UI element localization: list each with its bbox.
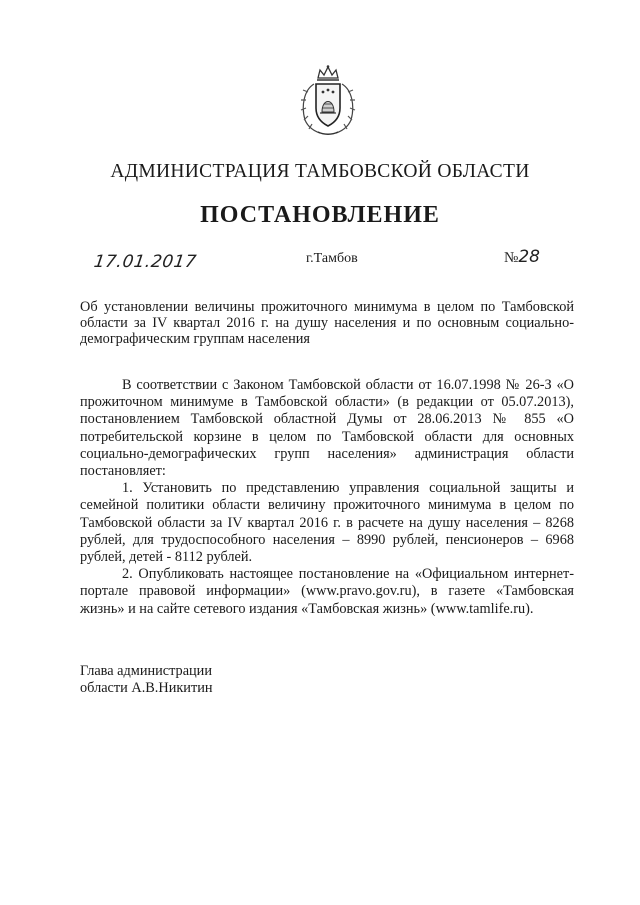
signature-block xyxy=(80,663,213,697)
document-type: ПОСТАНОВЛЕНИЕ xyxy=(200,202,440,228)
signature-title: Глава администрации xyxy=(80,663,212,679)
organization-name: АДМИНИСТРАЦИЯ ТАМБОВСКОЙ ОБЛАСТИ xyxy=(110,161,530,182)
document-number xyxy=(504,247,540,267)
number-prefix: № xyxy=(504,250,519,266)
tambov-coat-of-arms-icon xyxy=(296,64,360,136)
document-city: г.Тамбов xyxy=(306,251,358,266)
clause-1-paragraph: 1. Установить по представлению управления социальной защиты и семейной политики области величину прожиточного минимума в целом по Тамбовской области за IV квартал 2016 г. в расчете на душу населения – 8268 рублей, для трудоспособного населения – 8990 рублей, пенсионеров – 6968 рублей, детей - 8112 рублей. xyxy=(80,480,574,566)
document-body xyxy=(80,377,574,618)
document-date: 17.01.2017 xyxy=(92,252,198,272)
number-value: 28 xyxy=(518,247,540,267)
preamble-paragraph: В соответствии с Законом Тамбовской области от 16.07.1998 № 26-З «О прожиточном минимуме в Тамбовской области» (в редакции от 05.07.2013), постановлением Тамбовской областной Думы от 28.06.2013 № 855 «О потребительской корзине в целом по Тамбовской области для основных социально-демографических групп населения» администрация области постановляет: xyxy=(80,377,574,480)
document-subject: Об установлении величины прожиточного минимума в целом по Тамбовской области за IV квартал 2016 г. на душу населения и по основным социально-демографическим группам населения xyxy=(80,299,574,347)
clause-2-paragraph: 2. Опубликовать настоящее постановление на «Официальном интернет-портале правовой информации» (www.pravo.gov.ru), в газете «Тамбовская жизнь» и на сайте сетевого издания «Тамбовская жизнь» (www.tamlife.ru). xyxy=(80,566,574,617)
signature-name: области А.В.Никитин xyxy=(80,680,213,696)
